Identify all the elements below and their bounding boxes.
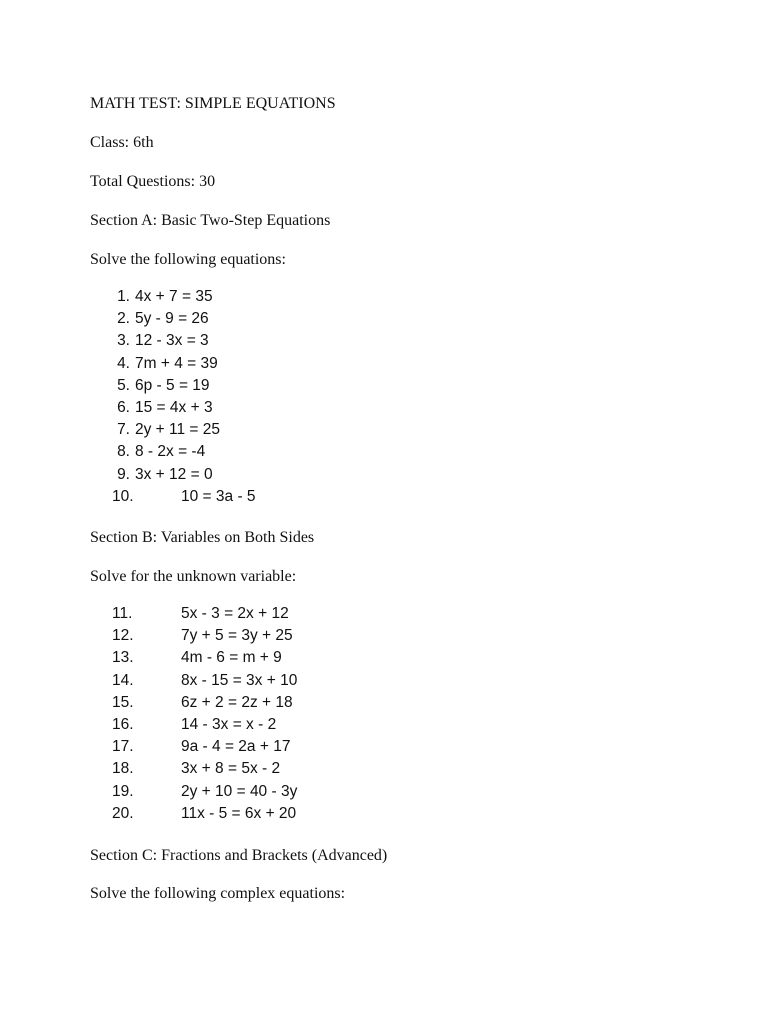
question-equation: 9a - 4 = 2a + 17	[181, 738, 291, 756]
section-b-instruction: Solve for the unknown variable:	[90, 568, 297, 585]
question-number: 5.	[117, 376, 130, 394]
question-number: 6.	[117, 398, 130, 416]
question-number: 20.	[112, 804, 134, 822]
total-questions-line: Total Questions: 30	[90, 173, 216, 190]
question-equation: 14 - 3x = x - 2	[181, 715, 277, 733]
question-number: 8.	[117, 443, 130, 461]
question-number: 9.	[117, 465, 130, 483]
section-c-instruction: Solve the following complex equations:	[90, 885, 346, 902]
question-equation: 8 - 2x = -4	[135, 443, 206, 461]
question-number: 3.	[117, 332, 130, 350]
question-number: 1.	[117, 288, 130, 305]
question-equation: 5x - 3 = 2x + 12	[181, 605, 289, 622]
class-line: Class: 6th	[90, 134, 154, 151]
question-number: 15.	[112, 693, 134, 711]
question-equation: 6z + 2 = 2z + 18	[181, 693, 293, 711]
question-equation: 7y + 5 = 3y + 25	[181, 627, 293, 645]
question-equation: 3x + 8 = 5x - 2	[181, 760, 281, 778]
test-title: MATH TEST: SIMPLE EQUATIONS	[90, 95, 336, 112]
question-number: 17.	[112, 738, 134, 756]
question-equation: 11x - 5 = 6x + 20	[181, 804, 297, 822]
question-number: 11.	[112, 605, 133, 622]
section-b-heading: Section B: Variables on Both Sides	[90, 529, 315, 546]
question-equation: 4m - 6 = m + 9	[181, 649, 282, 667]
question-equation: 3x + 12 = 0	[135, 465, 213, 483]
question-equation: 6p - 5 = 19	[135, 376, 210, 394]
section-a-instruction: Solve the following equations:	[90, 251, 286, 268]
question-equation: 2y + 10 = 40 - 3y	[181, 782, 298, 800]
question-number: 10.	[112, 487, 134, 505]
question-equation: 8x - 15 = 3x + 10	[181, 671, 298, 689]
question-number: 13.	[112, 649, 134, 667]
question-equation: 4x + 7 = 35	[135, 288, 213, 305]
question-equation: 7m + 4 = 39	[135, 354, 218, 372]
question-number: 16.	[112, 715, 134, 733]
question-equation: 12 - 3x = 3	[135, 332, 209, 350]
question-number: 2.	[117, 310, 130, 328]
question-number: 19.	[112, 782, 134, 800]
section-a-heading: Section A: Basic Two-Step Equations	[90, 212, 331, 229]
section-c-heading: Section C: Fractions and Brackets (Advanced)	[90, 847, 388, 864]
question-equation: 10 = 3a - 5	[181, 487, 256, 505]
question-equation: 2y + 11 = 25	[135, 421, 221, 439]
question-number: 4.	[117, 354, 130, 372]
question-number: 7.	[117, 421, 130, 439]
question-equation: 15 = 4x + 3	[135, 398, 213, 416]
question-number: 12.	[112, 627, 134, 645]
question-number: 14.	[112, 671, 134, 689]
question-equation: 5y - 9 = 26	[135, 310, 209, 328]
question-number: 18.	[112, 760, 134, 778]
